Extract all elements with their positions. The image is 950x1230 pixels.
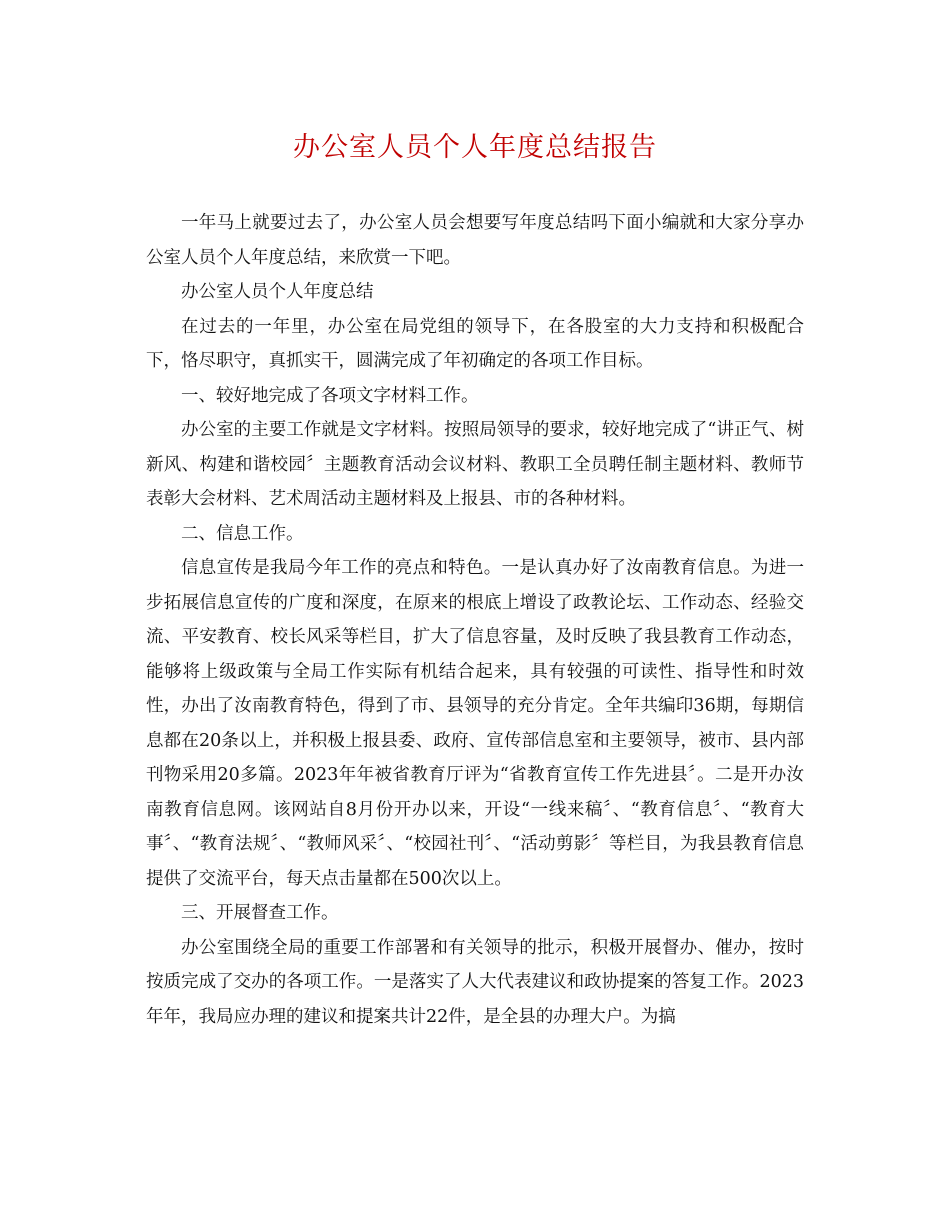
paragraph: 办公室人员个人年度总结: [181, 282, 374, 302]
paragraph: 办公室围绕全局的重要工作部署和有关领导的批示，积极开展督办、催办，按时按质完成了交办的各项工作。一是落实了人大代表建议和政协提案的答复工作。2023年年，我局应办理的建议和提案共计22件，是全县的办理大户。为搞: [146, 937, 804, 1027]
document-body: [146, 206, 804, 1034]
paragraph: 办公室的主要工作就是文字材料。按照局领导的要求，较好地完成了“讲正气、树新风、构建和谐校园〞主题教育活动会议材料、教职工全员聘任制主题材料、教师节表彰大会材料、艺术周活动主题材料及上报县、市的各种材料。: [146, 420, 804, 509]
section-heading: 一、较好地完成了各项文字材料工作。: [181, 385, 479, 406]
paragraph: 一年马上就要过去了，办公室人员会想要写年度总结吗下面小编就和大家分享办公室人员个人年度总结，来欣赏一下吧。: [146, 213, 804, 268]
paragraph: 在过去的一年里，办公室在局党组的领导下，在各股室的大力支持和积极配合下，恪尽职守，真抓实干，圆满完成了年初确定的各项工作目标。: [146, 316, 804, 371]
document-title: 办公室人员个人年度总结报告: [293, 132, 657, 163]
section-heading: 二、信息工作。: [181, 523, 304, 544]
paragraph: 信息宣传是我局今年工作的亮点和特色。一是认真办好了汝南教育信息。为进一步拓展信息宣传的广度和深度，在原来的根底上增设了政教论坛、工作动态、经验交流、平安教育、校长风采等栏目，扩大了信息容量，及时反映了我县教育工作动态，能够将上级政策与全局工作实际有机结合起来，具有较强的可读性、指导性和时效性，办出了汝南教育特色，得到了市、县领导的充分肯定。全年共编印36期，每期信息都在20条以上，并积极上报县委、政府、宣传部信息室和主要领导，被市、县内部刊物采用20多篇。2023年年被省教育厅评为“省教育宣传工作先进县〞。二是开办汝南教育信息网。该网站自8月份开办以来，开设“一线来稿〞、“教育信息〞、“教育大事〞、“教育法规〞、“教师风采〞、“校园社刊〞、“活动剪影〞等栏目，为我县教育信息提供了交流平台，每天点击量都在500次以上。: [146, 558, 804, 889]
section-heading: 三、开展督查工作。: [181, 903, 339, 923]
